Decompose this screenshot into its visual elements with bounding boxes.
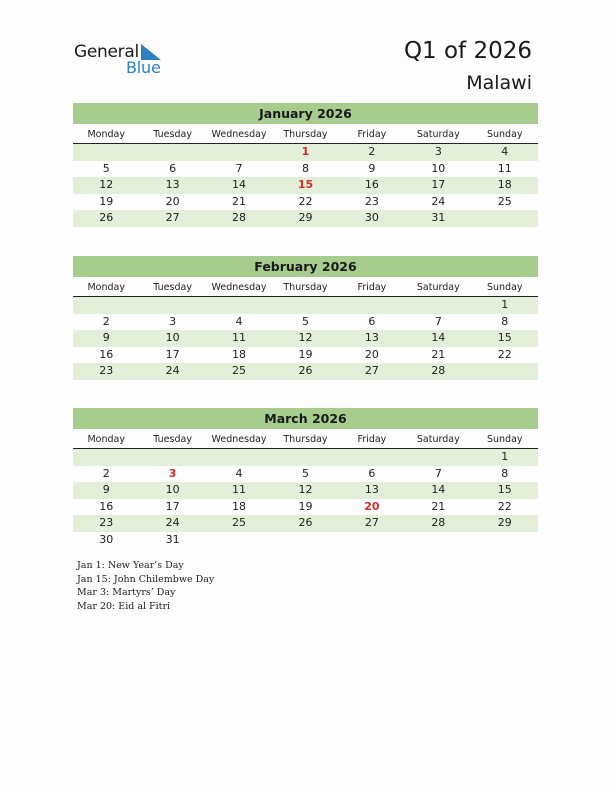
weekday-label: Tuesday <box>153 434 192 445</box>
week-row <box>73 449 538 466</box>
day-cell: 24 <box>431 194 446 208</box>
holiday-note: Jan 15: John Chilembwe Day <box>77 573 215 585</box>
day-cell <box>472 532 538 549</box>
week-row <box>73 161 538 178</box>
day-cell: 5 <box>102 161 110 175</box>
day-cell: 28 <box>232 211 247 224</box>
month-calendar-march <box>73 408 538 548</box>
day-cell: 7 <box>434 466 442 480</box>
weekday-label: Wednesday <box>211 434 267 445</box>
day-cell <box>405 297 471 314</box>
day-cell: 14 <box>431 331 446 344</box>
day-cell <box>272 532 338 549</box>
day-cell: 12 <box>298 483 313 496</box>
day-cell <box>73 144 139 161</box>
day-cell <box>73 449 139 466</box>
day-cell <box>405 449 471 466</box>
weekday-header-row <box>73 127 538 144</box>
day-cell <box>272 297 338 314</box>
day-cell: 24 <box>165 516 180 529</box>
month-calendar-january <box>73 103 538 227</box>
week-row <box>73 330 538 347</box>
day-cell: 27 <box>165 211 180 224</box>
holiday-day-cell: 15 <box>297 178 314 191</box>
day-cell: 26 <box>99 211 114 224</box>
day-cell: 13 <box>165 178 180 191</box>
day-cell: 23 <box>364 194 379 208</box>
day-cell: 4 <box>501 145 509 158</box>
day-cell: 23 <box>99 516 114 529</box>
day-cell <box>73 297 139 314</box>
weekday-label: Wednesday <box>211 129 267 140</box>
day-cell: 2 <box>368 145 376 158</box>
day-cell: 16 <box>364 178 379 191</box>
day-cell <box>472 210 538 227</box>
holiday-day-cell: 3 <box>168 466 177 480</box>
day-cell: 14 <box>232 178 247 191</box>
day-cell: 27 <box>364 364 379 377</box>
day-cell: 30 <box>99 532 114 546</box>
day-cell <box>405 532 471 549</box>
day-cell: 23 <box>99 364 114 377</box>
day-cell: 31 <box>165 532 180 546</box>
day-cell: 2 <box>102 314 110 328</box>
weekday-label: Sunday <box>486 434 523 445</box>
day-cell: 22 <box>497 499 512 513</box>
week-row <box>73 363 538 380</box>
day-cell: 21 <box>431 499 446 513</box>
day-cell: 7 <box>235 161 243 175</box>
holiday-day-cell: 1 <box>301 145 310 158</box>
day-cell: 18 <box>497 178 512 191</box>
day-cell: 28 <box>431 364 446 377</box>
day-cell: 26 <box>298 364 313 377</box>
day-cell: 5 <box>301 466 309 480</box>
day-cell: 18 <box>232 499 247 513</box>
weekday-label: Wednesday <box>211 282 267 293</box>
day-cell: 4 <box>235 466 243 480</box>
day-cell: 13 <box>364 483 379 496</box>
holiday-note: Jan 1: New Year’s Day <box>77 560 184 571</box>
week-row <box>73 194 538 211</box>
logo-text-general: General <box>74 42 139 62</box>
day-cell <box>339 297 405 314</box>
day-cell: 10 <box>431 161 446 175</box>
week-row <box>73 499 538 516</box>
day-cell: 10 <box>165 331 180 344</box>
day-cell: 20 <box>165 194 180 208</box>
day-cell: 25 <box>232 516 247 529</box>
week-row <box>73 482 538 499</box>
day-cell: 9 <box>102 483 110 496</box>
day-cell: 12 <box>298 331 313 344</box>
day-cell <box>139 449 205 466</box>
week-row <box>73 532 538 549</box>
day-cell: 22 <box>497 347 512 361</box>
day-cell: 29 <box>298 211 313 224</box>
day-cell: 16 <box>99 499 114 513</box>
day-cell: 4 <box>235 314 243 328</box>
weekday-label: Saturday <box>416 129 460 140</box>
weekday-label: Monday <box>87 282 125 293</box>
week-row <box>73 347 538 364</box>
day-cell: 22 <box>298 194 313 208</box>
weekday-label: Saturday <box>416 434 460 445</box>
logo <box>74 42 174 78</box>
day-cell <box>206 297 272 314</box>
country-name: Malawi <box>466 72 532 94</box>
day-cell: 13 <box>364 331 379 344</box>
day-cell <box>206 449 272 466</box>
day-cell: 8 <box>301 161 309 175</box>
day-cell: 31 <box>431 211 446 224</box>
day-cell: 19 <box>99 194 114 208</box>
holiday-note: Mar 20: Eid al Fitri <box>77 600 171 612</box>
day-cell: 24 <box>165 364 180 377</box>
day-cell: 9 <box>368 161 376 175</box>
holiday-notes <box>77 559 214 613</box>
day-cell: 6 <box>368 466 376 480</box>
weekday-label: Friday <box>357 129 387 140</box>
week-row <box>73 144 538 161</box>
day-cell: 21 <box>431 347 446 361</box>
day-cell: 8 <box>501 466 509 480</box>
day-cell: 2 <box>102 466 110 480</box>
weekday-label: Tuesday <box>153 129 192 140</box>
day-cell: 9 <box>102 331 110 344</box>
week-row <box>73 177 538 194</box>
day-cell: 11 <box>497 161 512 175</box>
weekday-label: Monday <box>87 129 125 140</box>
day-cell <box>139 297 205 314</box>
page-title: Q1 of 2026 <box>403 38 532 64</box>
day-cell: 26 <box>298 516 313 529</box>
day-cell: 6 <box>368 314 376 328</box>
weekday-label: Thursday <box>283 282 328 293</box>
weekday-label: Thursday <box>283 129 328 140</box>
weekday-label: Monday <box>87 434 125 445</box>
day-cell: 3 <box>169 314 177 328</box>
day-cell <box>339 532 405 549</box>
holiday-note: Mar 3: Martyrs’ Day <box>77 587 176 598</box>
day-cell: 7 <box>434 314 442 328</box>
logo-text-blue: Blue <box>126 58 161 77</box>
day-cell: 3 <box>434 145 442 158</box>
day-cell: 19 <box>298 347 313 361</box>
day-cell: 15 <box>497 331 512 344</box>
day-cell: 10 <box>165 483 180 496</box>
day-cell: 20 <box>364 347 379 361</box>
month-title: January 2026 <box>73 103 538 124</box>
day-cell: 11 <box>232 331 247 344</box>
week-row <box>73 297 538 314</box>
day-cell: 15 <box>497 483 512 496</box>
day-cell: 30 <box>364 211 379 224</box>
weekday-header-row <box>73 432 538 449</box>
week-row <box>73 515 538 532</box>
weekday-label: Friday <box>357 434 387 445</box>
month-calendar-february <box>73 256 538 380</box>
week-row <box>73 314 538 331</box>
day-cell: 8 <box>501 314 509 328</box>
weekday-label: Saturday <box>416 282 460 293</box>
day-cell <box>472 363 538 380</box>
weekday-label: Thursday <box>283 434 328 445</box>
day-cell <box>206 144 272 161</box>
weekday-label: Friday <box>357 282 387 293</box>
weekday-label: Tuesday <box>153 282 192 293</box>
week-row <box>73 210 538 227</box>
day-cell: 25 <box>232 364 247 377</box>
day-cell: 16 <box>99 347 114 361</box>
day-cell: 17 <box>165 499 180 513</box>
holiday-day-cell: 20 <box>364 499 380 513</box>
month-title: March 2026 <box>73 408 538 429</box>
day-cell: 1 <box>501 298 509 311</box>
day-cell: 14 <box>431 483 446 496</box>
day-cell: 25 <box>497 194 512 208</box>
day-cell <box>206 532 272 549</box>
day-cell: 17 <box>431 178 446 191</box>
weekday-label: Sunday <box>486 129 523 140</box>
day-cell: 5 <box>301 314 309 328</box>
week-row <box>73 466 538 483</box>
day-cell: 19 <box>298 499 313 513</box>
day-cell: 27 <box>364 516 379 529</box>
day-cell: 1 <box>501 450 509 463</box>
weekday-label: Sunday <box>486 282 523 293</box>
day-cell: 11 <box>232 483 247 496</box>
weekday-header-row <box>73 280 538 297</box>
day-cell: 18 <box>232 347 247 361</box>
day-cell: 28 <box>431 516 446 529</box>
day-cell: 21 <box>232 194 247 208</box>
day-cell: 6 <box>169 161 177 175</box>
day-cell: 17 <box>165 347 180 361</box>
day-cell <box>339 449 405 466</box>
month-title: February 2026 <box>73 256 538 277</box>
day-cell: 29 <box>497 516 512 529</box>
day-cell <box>272 449 338 466</box>
day-cell <box>139 144 205 161</box>
day-cell: 12 <box>99 178 114 191</box>
